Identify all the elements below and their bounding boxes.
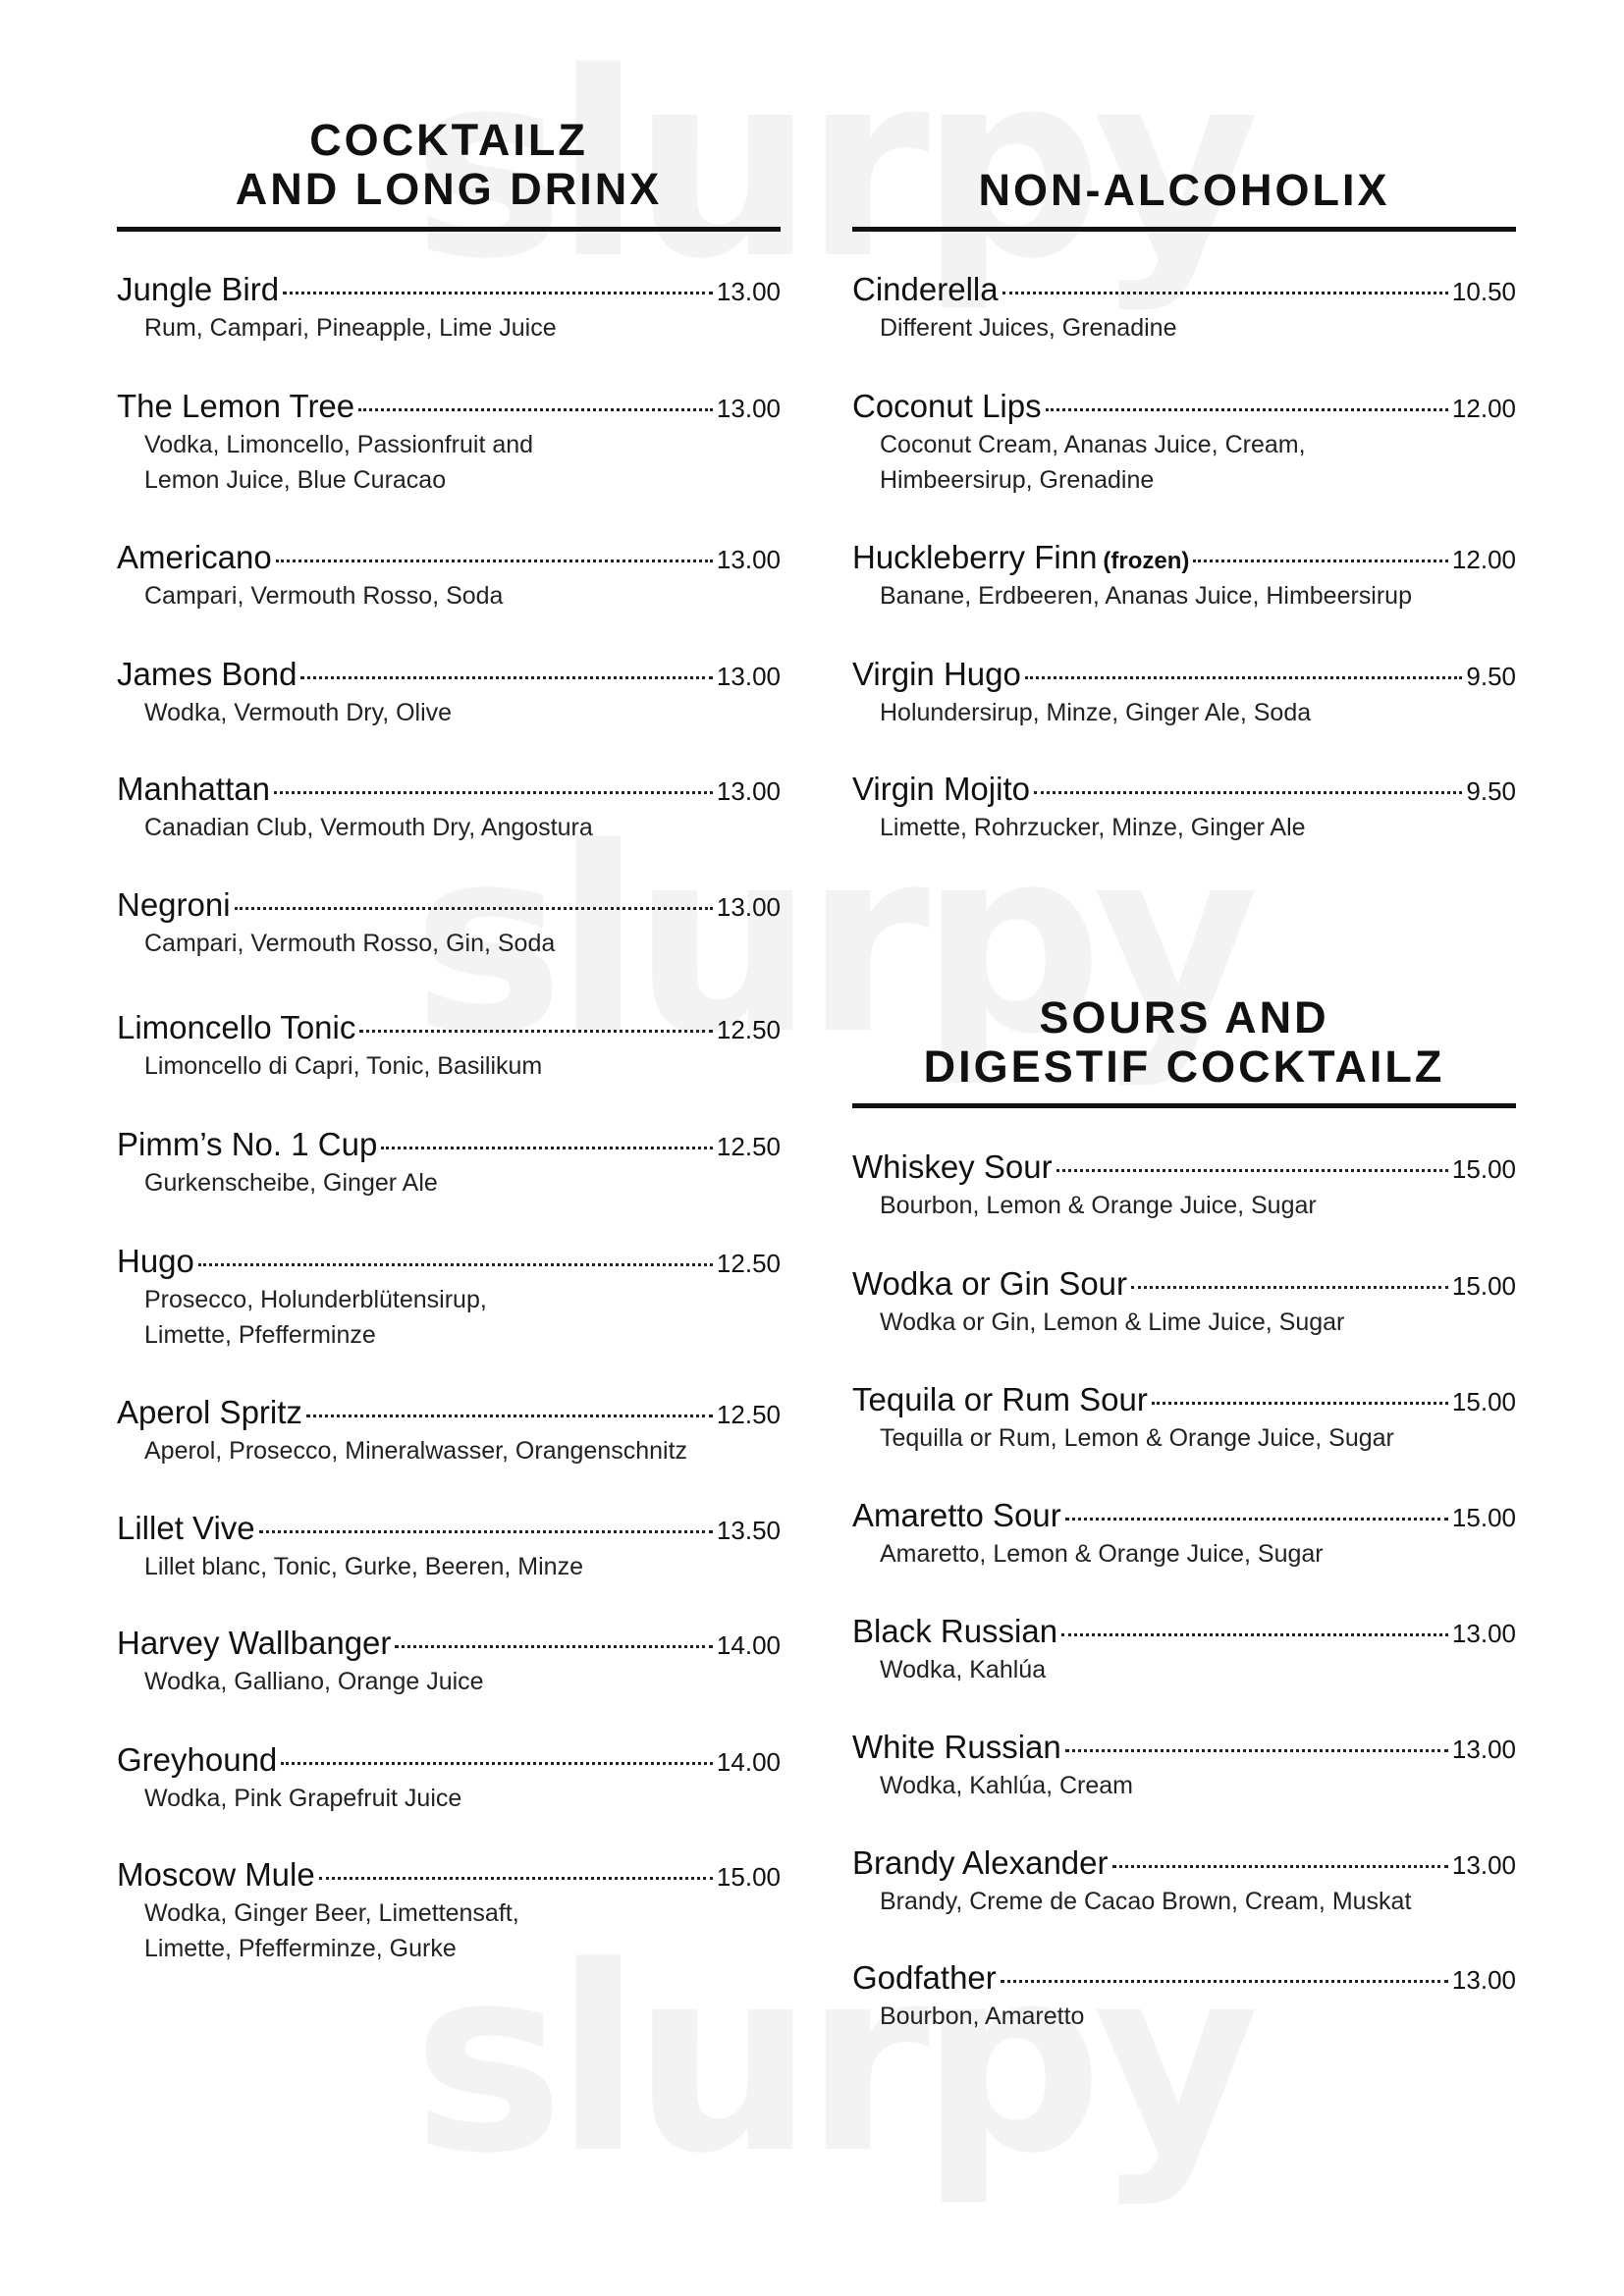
menu-item-price: 13.00 bbox=[716, 545, 781, 574]
menu-item-line bbox=[852, 1729, 1516, 1768]
menu-item-description bbox=[852, 310, 1469, 346]
menu-item-description bbox=[852, 578, 1469, 614]
description-line: Holundersirup, Minze, Ginger Ale, Soda bbox=[880, 699, 1312, 726]
menu-item-name: Amaretto Sour bbox=[852, 1497, 1061, 1533]
menu-item-price: 15.00 bbox=[716, 1862, 781, 1892]
menu-item bbox=[852, 1381, 1516, 1456]
dot-leader bbox=[1065, 1749, 1448, 1752]
dot-leader bbox=[1152, 1402, 1448, 1405]
menu-item-price: 13.00 bbox=[1451, 1850, 1516, 1880]
menu-item-description bbox=[117, 1664, 733, 1699]
menu-item-line bbox=[852, 1265, 1516, 1305]
menu-item-name: Hugo bbox=[117, 1243, 194, 1279]
menu-item-line bbox=[117, 1625, 781, 1664]
menu-item-price: 12.50 bbox=[716, 1015, 781, 1044]
dot-leader bbox=[359, 1030, 713, 1033]
menu-item-price: 13.00 bbox=[1451, 1619, 1516, 1648]
menu-item-price: 14.00 bbox=[716, 1630, 781, 1660]
menu-item bbox=[117, 1394, 781, 1468]
description-line: Wodka, Ginger Beer, Limettensaft, bbox=[144, 1899, 519, 1927]
menu-item-name: Moscow Mule bbox=[117, 1856, 315, 1893]
menu-item-description bbox=[117, 427, 733, 498]
menu-item-line bbox=[117, 1741, 781, 1781]
dot-leader bbox=[319, 1877, 713, 1880]
dot-leader bbox=[235, 907, 713, 910]
dot-leader bbox=[283, 292, 713, 294]
menu-item-price: 13.00 bbox=[716, 277, 781, 306]
description-line: Rum, Campari, Pineapple, Lime Juice bbox=[144, 314, 557, 342]
menu-item bbox=[117, 271, 781, 346]
menu-item-price: 13.00 bbox=[716, 662, 781, 691]
menu-item bbox=[117, 1625, 781, 1699]
heading-line: COCKTAILZ bbox=[309, 115, 588, 165]
menu-item-line bbox=[117, 1126, 781, 1165]
menu-item-description bbox=[852, 695, 1469, 730]
menu-item bbox=[852, 1265, 1516, 1340]
menu-item-description bbox=[117, 310, 733, 346]
menu-item-line bbox=[852, 1959, 1516, 1999]
menu-item-price: 10.50 bbox=[1451, 277, 1516, 306]
dot-leader bbox=[198, 1263, 713, 1266]
menu-item-price: 9.50 bbox=[1466, 776, 1516, 806]
description-line: Campari, Vermouth Rosso, Soda bbox=[144, 582, 504, 610]
menu-item bbox=[117, 539, 781, 614]
dot-leader bbox=[306, 1415, 713, 1417]
section-divider bbox=[852, 1103, 1516, 1108]
menu-item-line bbox=[852, 656, 1516, 695]
menu-item bbox=[117, 1243, 781, 1353]
menu-item-line bbox=[852, 771, 1516, 810]
dot-leader bbox=[1112, 1865, 1448, 1868]
menu-item-name: Brandy Alexander bbox=[852, 1844, 1109, 1881]
menu-item-name: Pimm’s No. 1 Cup bbox=[117, 1126, 378, 1162]
menu-item-name: Wodka or Gin Sour bbox=[852, 1265, 1128, 1302]
menu-item-name: Huckleberry Finn bbox=[852, 539, 1098, 575]
menu-item-description bbox=[117, 1282, 733, 1353]
menu-item-description bbox=[117, 1048, 733, 1084]
heading-line: NON-ALCOHOLIX bbox=[978, 165, 1390, 215]
menu-item-description bbox=[852, 1652, 1469, 1687]
heading-line: DIGESTIF COCKTAILZ bbox=[923, 1041, 1445, 1092]
description-line: Campari, Vermouth Rosso, Gin, Soda bbox=[144, 930, 556, 957]
description-line: Bourbon, Amaretto bbox=[880, 2002, 1085, 2030]
menu-item bbox=[117, 1856, 781, 1966]
menu-item-price: 12.00 bbox=[1451, 394, 1516, 423]
menu-item-name: Aperol Spritz bbox=[117, 1394, 302, 1430]
menu-item-price: 13.00 bbox=[716, 394, 781, 423]
menu-item-price: 13.50 bbox=[716, 1516, 781, 1545]
menu-item bbox=[117, 1009, 781, 1084]
description-line: Brandy, Creme de Cacao Brown, Cream, Muskat bbox=[880, 1888, 1412, 1915]
menu-item bbox=[852, 1959, 1516, 2034]
menu-item bbox=[852, 271, 1516, 346]
menu-item-name: James Bond bbox=[117, 656, 298, 692]
menu-item-name: Godfather bbox=[852, 1959, 997, 1996]
menu-item-description bbox=[852, 1305, 1469, 1340]
menu-item-description bbox=[852, 1884, 1469, 1919]
menu-item bbox=[852, 1613, 1516, 1687]
description-line: Wodka, Galliano, Orange Juice bbox=[144, 1668, 484, 1695]
dot-leader bbox=[358, 408, 713, 411]
menu-item-description bbox=[117, 695, 733, 730]
menu-item bbox=[852, 1729, 1516, 1803]
menu-item-name: Black Russian bbox=[852, 1613, 1058, 1649]
menu-item-line bbox=[117, 539, 781, 578]
menu-item-description bbox=[852, 1188, 1469, 1223]
menu-item-description bbox=[852, 427, 1469, 498]
menu-item-line bbox=[117, 886, 781, 926]
menu-item-line bbox=[852, 271, 1516, 310]
description-line: Limette, Rohrzucker, Minze, Ginger Ale bbox=[880, 814, 1306, 841]
section-heading bbox=[852, 993, 1516, 1092]
dot-leader bbox=[259, 1530, 713, 1533]
menu-item-name: Coconut Lips bbox=[852, 388, 1042, 424]
description-line: Amaretto, Lemon & Orange Juice, Sugar bbox=[880, 1540, 1324, 1568]
menu-item-description bbox=[117, 1165, 733, 1201]
menu-item-line bbox=[117, 388, 781, 427]
menu-item-description bbox=[117, 1433, 733, 1468]
menu-item-description bbox=[117, 1549, 733, 1584]
menu-item bbox=[117, 771, 781, 845]
menu-item-price: 9.50 bbox=[1466, 662, 1516, 691]
menu-item-name: Greyhound bbox=[117, 1741, 278, 1778]
dot-leader bbox=[274, 791, 713, 794]
menu-item-line bbox=[117, 271, 781, 310]
menu-item-price: 12.00 bbox=[1451, 545, 1516, 574]
menu-item-price: 14.00 bbox=[716, 1747, 781, 1777]
menu-item-price: 12.50 bbox=[716, 1400, 781, 1429]
menu-item-description bbox=[852, 1999, 1469, 2034]
menu-item bbox=[852, 1497, 1516, 1572]
menu-item-line bbox=[117, 1510, 781, 1549]
dot-leader bbox=[395, 1645, 713, 1648]
description-line: Limette, Pfefferminze, Gurke bbox=[144, 1935, 457, 1962]
menu-item-price: 15.00 bbox=[1451, 1271, 1516, 1301]
menu-item-name: Americano bbox=[117, 539, 272, 575]
description-line: Limette, Pfefferminze bbox=[144, 1321, 376, 1349]
menu-item-name: Virgin Mojito bbox=[852, 771, 1030, 807]
menu-item-price: 13.00 bbox=[1451, 1735, 1516, 1764]
description-line: Lillet blanc, Tonic, Gurke, Beeren, Minze bbox=[144, 1553, 583, 1580]
menu-item-name: Negroni bbox=[117, 886, 231, 923]
menu-item-description bbox=[852, 1768, 1469, 1803]
section-divider bbox=[852, 227, 1516, 232]
description-line: Vodka, Limoncello, Passionfruit and bbox=[144, 431, 534, 458]
description-line: Wodka, Pink Grapefruit Juice bbox=[144, 1785, 462, 1812]
menu-item-line bbox=[117, 1243, 781, 1282]
menu-item-line bbox=[852, 1381, 1516, 1420]
description-line: Limoncello di Capri, Tonic, Basilikum bbox=[144, 1052, 543, 1080]
dot-leader bbox=[1065, 1518, 1448, 1521]
description-line: Wodka or Gin, Lemon & Lime Juice, Sugar bbox=[880, 1308, 1345, 1336]
menu-item-name: Lillet Vive bbox=[117, 1510, 255, 1546]
menu-item-price: 15.00 bbox=[1451, 1154, 1516, 1184]
menu-item-description bbox=[117, 1896, 733, 1966]
menu-item-name: Tequila or Rum Sour bbox=[852, 1381, 1148, 1417]
dot-leader bbox=[1046, 408, 1448, 411]
menu-item-price: 13.00 bbox=[716, 892, 781, 922]
description-line: Lemon Juice, Blue Curacao bbox=[144, 466, 447, 494]
menu-item-name: Limoncello Tonic bbox=[117, 1009, 356, 1045]
dot-leader bbox=[1002, 292, 1448, 294]
menu-item-line bbox=[852, 1844, 1516, 1884]
menu-item-description bbox=[117, 810, 733, 845]
menu-item-name: White Russian bbox=[852, 1729, 1061, 1765]
menu-item-price: 13.00 bbox=[1451, 1965, 1516, 1995]
description-line: Coconut Cream, Ananas Juice, Cream, bbox=[880, 431, 1306, 458]
menu-item bbox=[117, 388, 781, 498]
menu-item bbox=[852, 771, 1516, 845]
menu-item-price: 13.00 bbox=[716, 776, 781, 806]
description-line: Wodka, Vermouth Dry, Olive bbox=[144, 699, 453, 726]
menu-item-name: Whiskey Sour bbox=[852, 1148, 1053, 1185]
section-heading bbox=[117, 116, 781, 214]
menu-item bbox=[117, 1126, 781, 1201]
menu-item bbox=[852, 539, 1516, 614]
menu-item-line bbox=[117, 1394, 781, 1433]
dot-leader bbox=[1061, 1633, 1448, 1636]
description-line: Tequilla or Rum, Lemon & Orange Juice, Sugar bbox=[880, 1424, 1394, 1452]
description-line: Different Juices, Grenadine bbox=[880, 314, 1177, 342]
menu-item bbox=[117, 886, 781, 961]
description-line: Prosecco, Holunderblütensirup, bbox=[144, 1286, 487, 1313]
description-line: Banane, Erdbeeren, Ananas Juice, Himbeersirup bbox=[880, 582, 1412, 610]
menu-item-description bbox=[117, 926, 733, 961]
menu-item-description bbox=[117, 1781, 733, 1816]
menu-item bbox=[117, 656, 781, 730]
section-divider bbox=[117, 227, 781, 232]
menu-item bbox=[852, 656, 1516, 730]
menu-item-name: Cinderella bbox=[852, 271, 999, 307]
description-line: Himbeersirup, Grenadine bbox=[880, 466, 1155, 494]
menu-item-line bbox=[117, 771, 781, 810]
dot-leader bbox=[1034, 791, 1462, 794]
menu-item-price: 15.00 bbox=[1451, 1503, 1516, 1532]
menu-item-line bbox=[117, 1856, 781, 1896]
menu-item-description bbox=[117, 578, 733, 614]
menu-item-name: Jungle Bird bbox=[117, 271, 280, 307]
menu-item-description bbox=[852, 810, 1469, 845]
heading-line: SOURS AND bbox=[1039, 992, 1329, 1042]
dot-leader bbox=[1131, 1286, 1448, 1289]
description-line: Wodka, Kahlúa, Cream bbox=[880, 1772, 1133, 1799]
menu-item-name: Harvey Wallbanger bbox=[117, 1625, 392, 1661]
dot-leader bbox=[1056, 1169, 1448, 1172]
section-heading bbox=[852, 166, 1516, 215]
dot-leader bbox=[1193, 560, 1448, 562]
menu-item-line bbox=[852, 388, 1516, 427]
menu-item-note: (frozen) bbox=[1103, 548, 1190, 574]
menu-item-line bbox=[852, 1148, 1516, 1188]
menu-item bbox=[117, 1510, 781, 1584]
menu-item-name: Virgin Hugo bbox=[852, 656, 1021, 692]
menu-item-name: The Lemon Tree bbox=[117, 388, 355, 424]
menu-item-description bbox=[852, 1420, 1469, 1456]
description-line: Aperol, Prosecco, Mineralwasser, Orangenschnitz bbox=[144, 1437, 688, 1465]
menu-item-line bbox=[117, 1009, 781, 1048]
menu-item-description bbox=[852, 1536, 1469, 1572]
dot-leader bbox=[276, 560, 713, 562]
menu-item-line bbox=[852, 1497, 1516, 1536]
menu-item bbox=[852, 388, 1516, 498]
description-line: Wodka, Kahlúa bbox=[880, 1656, 1047, 1683]
menu-item-name: Manhattan bbox=[117, 771, 270, 807]
description-line: Gurkenscheibe, Ginger Ale bbox=[144, 1169, 438, 1197]
menu-item-price: 12.50 bbox=[716, 1249, 781, 1278]
menu-item-line bbox=[852, 1613, 1516, 1652]
dot-leader bbox=[1025, 676, 1463, 679]
menu-item bbox=[117, 1741, 781, 1816]
dot-leader bbox=[281, 1762, 713, 1765]
menu-item-price: 15.00 bbox=[1451, 1387, 1516, 1416]
menu-item-line bbox=[852, 539, 1516, 578]
dot-leader bbox=[300, 676, 712, 679]
menu-item-price: 12.50 bbox=[716, 1132, 781, 1161]
description-line: Bourbon, Lemon & Orange Juice, Sugar bbox=[880, 1192, 1317, 1219]
menu-item-line bbox=[117, 656, 781, 695]
menu-item bbox=[852, 1148, 1516, 1223]
description-line: Canadian Club, Vermouth Dry, Angostura bbox=[144, 814, 593, 841]
heading-line: AND LONG DRINX bbox=[235, 164, 663, 214]
dot-leader bbox=[381, 1147, 713, 1149]
dot-leader bbox=[1001, 1980, 1448, 1983]
menu-item bbox=[852, 1844, 1516, 1919]
